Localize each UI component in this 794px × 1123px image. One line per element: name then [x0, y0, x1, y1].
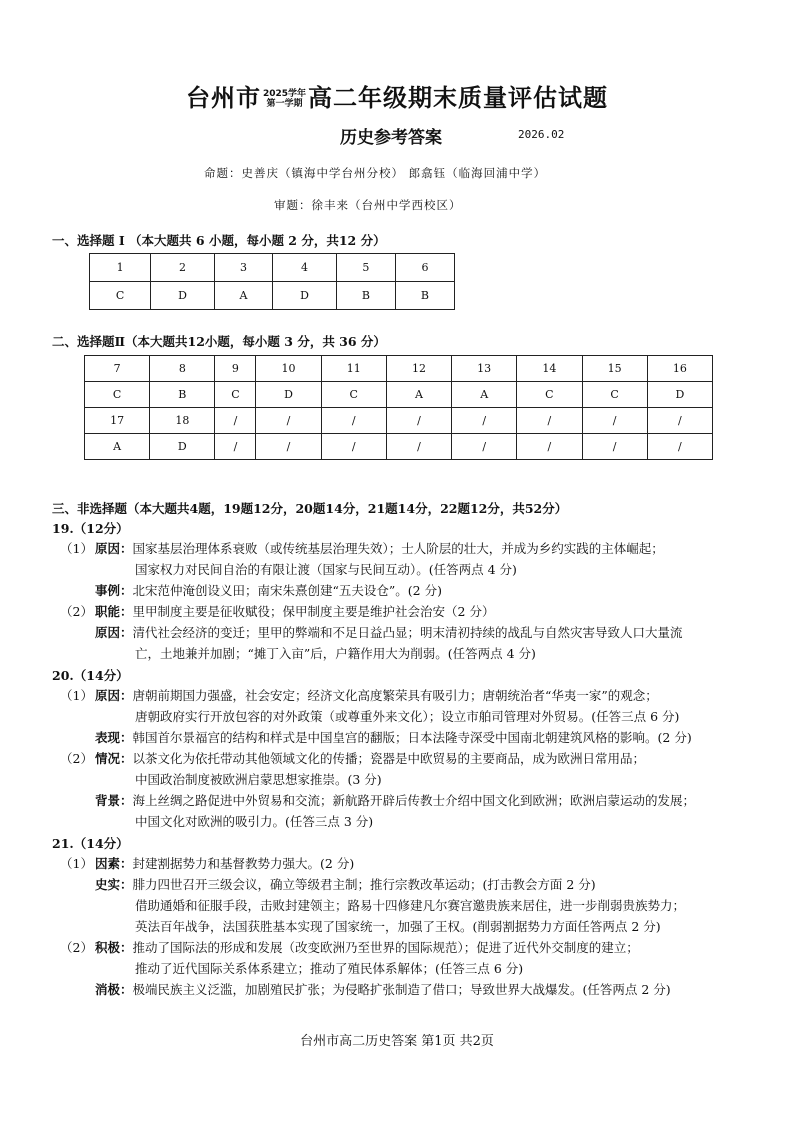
q20-line4	[95, 750, 645, 767]
section1-table	[89, 253, 455, 310]
q19-part2	[60, 603, 93, 620]
table-cell: /	[647, 434, 712, 460]
table-cell: 18	[150, 408, 215, 434]
table-cell: A	[85, 434, 150, 460]
answer-label: 情况：	[95, 751, 133, 766]
part-number: （2）	[60, 751, 93, 766]
table-cell: D	[256, 382, 321, 408]
subtitle: 历史参考答案	[340, 128, 442, 148]
table-cell: D	[273, 282, 337, 310]
q19-line5	[95, 624, 683, 641]
q21-title: 21.（14分）	[52, 836, 129, 851]
table-cell: C	[582, 382, 647, 408]
table-cell: C	[517, 382, 582, 408]
q21-part2	[60, 939, 93, 956]
q19-line3	[95, 582, 442, 599]
q19-line1	[95, 540, 664, 557]
section3-heading: 三、非选择题（本大题共4题，19题12分，20题14分，21题14分，22题12分，共52分）	[52, 501, 568, 516]
table-cell: /	[256, 434, 321, 460]
table-cell: /	[215, 434, 256, 460]
table-cell: 15	[582, 356, 647, 382]
table-cell: 8	[150, 356, 215, 382]
q20-line1	[95, 687, 658, 704]
q21-line1	[95, 855, 354, 872]
table-cell: 17	[85, 408, 150, 434]
title-semester: 第一学期	[266, 99, 303, 109]
q21-line3: 借助通婚和征服手段，击败封建领主；路易十四修建凡尔赛宫邀贵族来居住，进一步削弱贵族势力；	[135, 898, 686, 913]
part-number: （1）	[60, 541, 93, 556]
table-cell: /	[321, 434, 386, 460]
table-cell: C	[85, 382, 150, 408]
table-cell: 13	[452, 356, 517, 382]
section1-heading: 一、选择题 Ⅰ （本大题共 6 小题，每小题 2 分，共12 分）	[52, 233, 386, 248]
table-cell: B	[336, 282, 395, 310]
q21-part1	[60, 855, 93, 872]
part-number: （1）	[60, 688, 93, 703]
table-cell: 5	[336, 254, 395, 282]
table-cell: B	[395, 282, 454, 310]
q21-line7	[95, 981, 671, 998]
table-row	[90, 254, 455, 282]
table-row	[85, 356, 713, 382]
table-cell: /	[215, 408, 256, 434]
title-main: 高二年级期末质量评估试题	[308, 84, 609, 112]
table-cell: 11	[321, 356, 386, 382]
answer-text: 国家基层治理体系衰败（或传统基层治理失效）；士人阶层的壮大，并成为乡约实践的主体崛起；	[132, 541, 664, 556]
table-cell: A	[386, 382, 451, 408]
answer-label: 因素：	[95, 856, 133, 871]
table-cell: /	[256, 408, 321, 434]
table-cell: 16	[647, 356, 712, 382]
q20-line5: 中国政治制度被欧洲启蒙思想家推崇。(3 分)	[135, 772, 382, 787]
answer-text: 推动了国际法的形成和发展（改变欧洲乃至世界的国际规范）；促进了近代外交制度的建立；	[132, 940, 639, 955]
page-footer: 台州市高二历史答案 第1页 共2页	[300, 1034, 494, 1049]
table-cell: C	[90, 282, 151, 310]
answer-text: 韩国首尔景福宫的结构和样式是中国皇宫的翻版；日本法隆寺深受中国南北朝建筑风格的影响。(2 分)	[132, 730, 692, 745]
table-cell: B	[150, 382, 215, 408]
answer-label: 背景：	[95, 793, 133, 808]
q21-line6: 推动了近代国际关系体系建立；推动了殖民体系解体；(任答三点 6 分)	[135, 961, 524, 976]
table-cell: A	[214, 282, 272, 310]
table-cell: /	[582, 434, 647, 460]
part-number: （1）	[60, 856, 93, 871]
section2-table	[84, 355, 713, 460]
exam-date: 2026.02	[518, 128, 565, 141]
authors: 命题：史善庆（镇海中学台州分校） 郎翕钰（临海回浦中学）	[204, 166, 547, 180]
answer-text: 唐朝前期国力强盛，社会安定；经济文化高度繁荣具有吸引力；唐朝统治者“华夷一家”的观念；	[132, 688, 658, 703]
answer-text: 以茶文化为依托带动其他领域文化的传播；瓷器是中欧贸易的主要商品，成为欧洲日常用品；	[132, 751, 646, 766]
table-cell: 9	[215, 356, 256, 382]
answer-label: 史实：	[95, 877, 133, 892]
part-number: （2）	[60, 604, 93, 619]
table-cell: /	[386, 434, 451, 460]
table-cell: 4	[273, 254, 337, 282]
q20-part1	[60, 687, 93, 704]
table-cell: 2	[151, 254, 215, 282]
table-cell: D	[150, 434, 215, 460]
q19-line6: 亡，土地兼并加剧；“摊丁入亩”后，户籍作用大为削弱。(任答两点 4 分)	[135, 646, 536, 661]
q19-part1	[60, 540, 93, 557]
answer-text: 海上丝绸之路促进中外贸易和交流；新航路开辟后传教士介绍中国文化到欧洲；欧洲启蒙运动的发展；	[132, 793, 696, 808]
answer-text: 极端民族主义泛滥，加剧殖民扩张；为侵略扩张制造了借口；导致世界大战爆发。(任答两点 2 分)	[132, 982, 671, 997]
table-cell: /	[517, 408, 582, 434]
table-cell: 1	[90, 254, 151, 282]
answer-text: 清代社会经济的变迁；里甲的弊端和不足日益凸显；明末清初持续的战乱与自然灾害导致人口大量流	[132, 625, 683, 640]
answer-label: 原因：	[95, 541, 133, 556]
table-row	[85, 434, 713, 460]
table-cell: /	[582, 408, 647, 434]
q19-line2: 国家权力对民间自治的有限让渡（国家与民间互动）。(任答两点 4 分)	[135, 562, 517, 577]
answer-text: 北宋范仲淹创设义田；南宋朱熹创建“五夫设仓”。(2 分)	[132, 583, 442, 598]
section2-heading: 二、选择题Ⅱ（本大题共12小题，每小题 3 分，共 36 分）	[52, 334, 386, 349]
table-cell: C	[321, 382, 386, 408]
table-cell: /	[452, 408, 517, 434]
table-cell: 6	[395, 254, 454, 282]
reviewer: 审题：徐丰来（台州中学西校区）	[274, 198, 462, 212]
table-cell: A	[452, 382, 517, 408]
q20-line6	[95, 792, 695, 809]
q20-line2: 唐朝政府实行开放包容的对外政策（或尊重外来文化）；设立市舶司管理对外贸易。(任答三点 6 分)	[135, 709, 680, 724]
title-year: 2025学年	[262, 89, 307, 99]
answer-label: 积极：	[95, 940, 133, 955]
answer-label: 消极：	[95, 982, 133, 997]
answer-text: 里甲制度主要是征收赋役；保甲制度主要是维护社会治安（2 分）	[132, 604, 495, 619]
q19-line4	[95, 603, 494, 620]
table-cell: 14	[517, 356, 582, 382]
q20-part2	[60, 750, 93, 767]
answer-text: 封建割据势力和基督教势力强大。(2 分)	[132, 856, 355, 871]
answer-text: 腓力四世召开三级会议，确立等级君主制；推行宗教改革运动；(打击教会方面 2 分)	[132, 877, 596, 892]
table-row	[85, 382, 713, 408]
table-cell: 7	[85, 356, 150, 382]
table-row	[85, 408, 713, 434]
answer-label: 职能：	[95, 604, 133, 619]
table-cell: D	[151, 282, 215, 310]
table-cell: /	[386, 408, 451, 434]
answer-label: 原因：	[95, 625, 133, 640]
table-cell: /	[647, 408, 712, 434]
table-cell: /	[517, 434, 582, 460]
table-cell: /	[321, 408, 386, 434]
q20-title: 20.（14分）	[52, 668, 129, 683]
table-cell: C	[215, 382, 256, 408]
q21-line5	[95, 939, 639, 956]
part-number: （2）	[60, 940, 93, 955]
table-cell: D	[647, 382, 712, 408]
q20-line7: 中国文化对欧洲的吸引力。(任答三点 3 分)	[135, 814, 374, 829]
title-term	[263, 89, 306, 109]
q21-line4: 英法百年战争，法国获胜基本实现了国家统一，加强了王权。(削弱割据势力方面任答两点 2 分)	[135, 919, 661, 934]
q20-line3	[95, 729, 692, 746]
answer-label: 原因：	[95, 688, 133, 703]
title-city: 台州市	[185, 84, 261, 112]
q21-line2	[95, 876, 596, 893]
table-cell: 3	[214, 254, 272, 282]
page-title	[0, 78, 794, 113]
q19-title: 19.（12分）	[52, 521, 129, 536]
answer-label: 表现：	[95, 730, 133, 745]
table-row	[90, 282, 455, 310]
table-cell: 12	[386, 356, 451, 382]
table-cell: 10	[256, 356, 321, 382]
table-cell: /	[452, 434, 517, 460]
answer-label: 事例：	[95, 583, 133, 598]
